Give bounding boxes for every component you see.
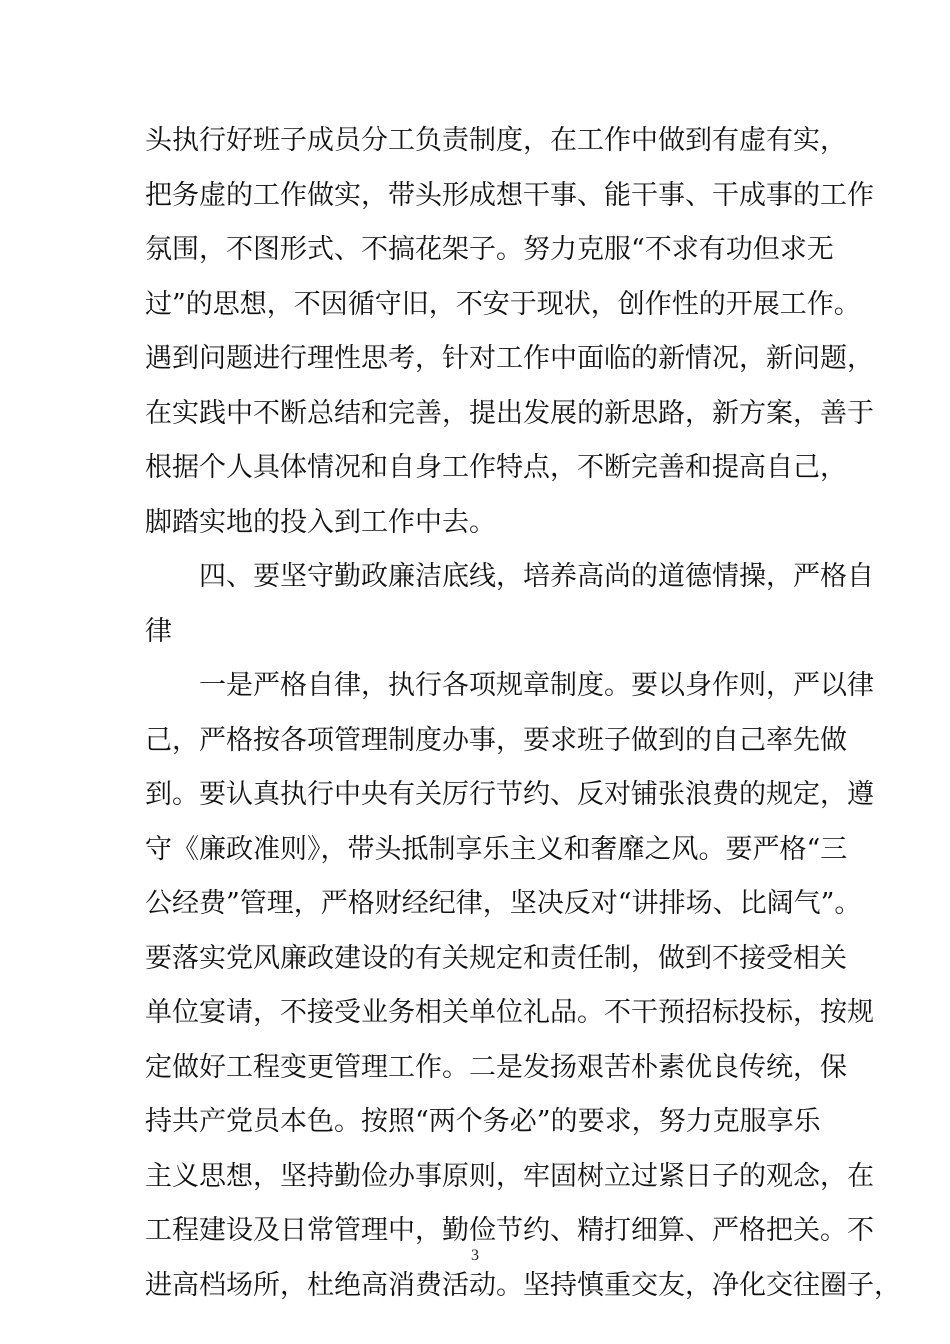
body-text-line: 把务虚的工作做实，带头形成想干事、能干事、干成事的工作: [145, 180, 874, 211]
body-text-line: 脚踏实地的投入到工作中去。: [145, 507, 496, 538]
body-text-line: 要落实党风廉政建设的有关规定和责任制，做到不接受相关: [145, 943, 847, 974]
body-text-line: 遇到问题进行理性思考，针对工作中面临的新情况，新问题，: [145, 343, 874, 374]
body-text-line: 单位宴请，不接受业务相关单位礼品。不干预招标投标，按规: [145, 997, 874, 1028]
body-text-line: 进高档场所，杜绝高消费活动。坚持慎重交友，净化交往圈子，: [145, 1270, 901, 1301]
body-text-line: 在实践中不断总结和完善，提出发展的新思路，新方案，善于: [145, 398, 874, 429]
body-text-line: 定做好工程变更管理工作。二是发扬艰苦朴素优良传统，保: [145, 1052, 847, 1083]
body-text-line: 主义思想，坚持勤俭办事原则，牢固树立过紧日子的观念，在: [145, 1161, 874, 1192]
page-number: 3: [471, 1247, 479, 1264]
body-text-line: 己，严格按各项管理制度办事，要求班子做到的自己率先做: [145, 725, 847, 756]
section-heading-line: 四、要坚守勤政廉洁底线，培养高尚的道德情操，严格自: [199, 561, 874, 592]
body-text-line: 工程建设及日常管理中，勤俭节约、精打细算、严格把关。不: [145, 1215, 874, 1246]
body-text-line: 公经费”管理，严格财经纪律，坚决反对“讲排场、比阔气”。: [145, 888, 862, 919]
body-text-line: 氛围，不图形式、不搞花架子。努力克服“不求有功但求无: [145, 234, 834, 265]
section-heading-line: 律: [145, 616, 172, 647]
body-text-line: 根据个人具体情况和自身工作特点，不断完善和提高自己，: [145, 452, 847, 483]
body-text-line: 到。要认真执行中央有关厉行节约、反对铺张浪费的规定，遵: [145, 779, 874, 810]
body-text-line: 头执行好班子成员分工负责制度，在工作中做到有虚有实，: [145, 125, 847, 156]
body-text-line: 过”的思想，不因循守旧，不安于现状，创作性的开展工作。: [145, 289, 861, 320]
body-text-line: 一是严格自律，执行各项规章制度。要以身作则，严以律: [199, 670, 874, 701]
body-text-line: 持共产党员本色。按照“两个务必”的要求，努力克服享乐: [145, 1106, 821, 1137]
body-text-line: 守《廉政准则》，带头抵制享乐主义和奢靡之风。要严格“三: [145, 834, 848, 865]
